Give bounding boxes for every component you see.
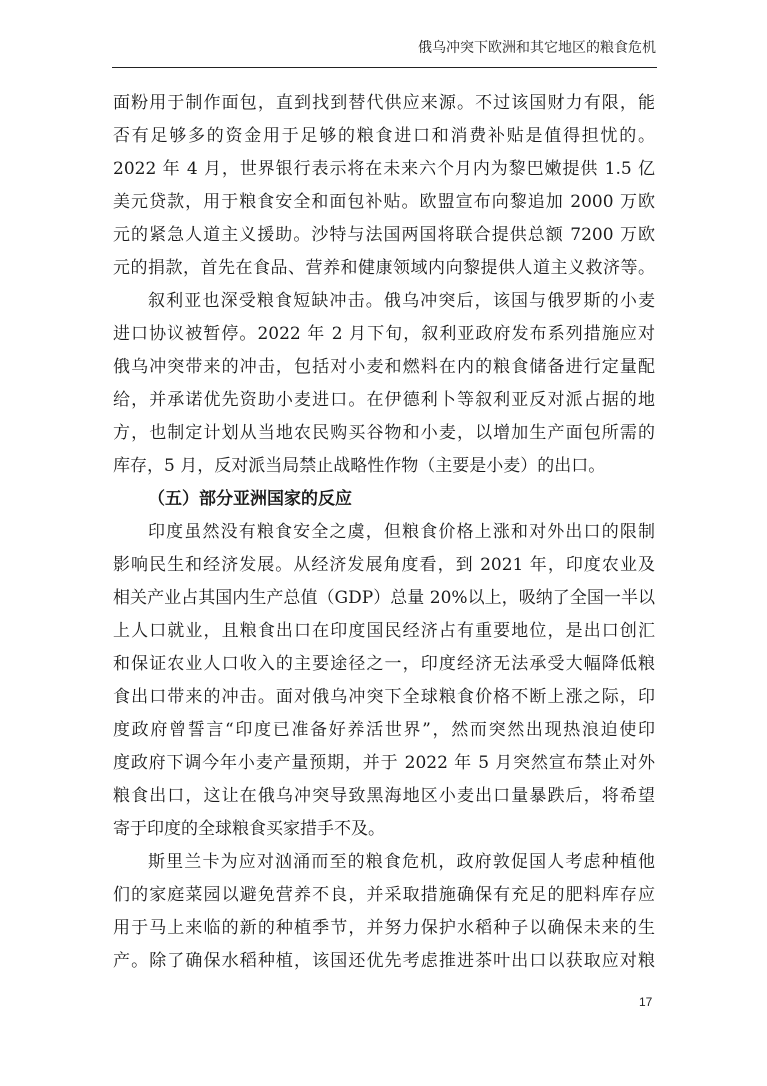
text-line: 用于马上来临的新的种植季节，并努力保护水稻种子以确保未来的生 — [113, 918, 655, 938]
running-header: 俄乌冲突下欧洲和其它地区的粮食危机 — [418, 40, 656, 56]
text-line: 元的捐款，首先在食品、营养和健康领域内向黎提供人道主义救济等。 — [113, 258, 655, 278]
text-line: 相关产业占其国内生产总值（GDP）总量 20%以上，吸纳了全国一半以 — [113, 588, 655, 608]
text-line: 俄乌冲突带来的冲击，包括对小麦和燃料在内的粮食储备进行定量配 — [113, 357, 655, 377]
text-line: 印度虽然没有粮食安全之虞，但粮食价格上涨和对外出口的限制 — [148, 522, 655, 542]
text-line: 上人口就业，且粮食出口在印度国民经济占有重要地位，是出口创汇 — [113, 621, 655, 641]
text-line: 方，也制定计划从当地农民购买谷物和小麦，以增加生产面包所需的 — [113, 423, 655, 443]
text-line: 美元贷款，用于粮食安全和面包补贴。欧盟宣布向黎追加 2000 万欧 — [113, 192, 655, 212]
text-line: 元的紧急人道主义援助。沙特与法国两国将联合提供总额 7200 万欧 — [113, 225, 655, 245]
text-line: 给，并承诺优先资助小麦进口。在伊德利卜等叙利亚反对派占据的地 — [113, 390, 655, 410]
paragraph-4 — [113, 846, 655, 978]
text-line: 2022 年 4 月，世界银行表示将在未来六个月内为黎巴嫩提供 1.5 亿 — [113, 159, 655, 179]
text-line: 寄于印度的全球粮食买家措手不及。 — [113, 819, 385, 839]
paragraph-3 — [113, 516, 655, 846]
text-line: 叙利亚也深受粮食短缺冲击。俄乌冲突后，该国与俄罗斯的小麦 — [148, 291, 655, 311]
text-line: 影响民生和经济发展。从经济发展角度看，到 2021 年，印度农业及 — [113, 555, 655, 575]
text-line: 和保证农业人口收入的主要途径之一，印度经济无法承受大幅降低粮 — [113, 654, 655, 674]
text-line: 产。除了确保水稻种植，该国还优先考虑推进茶叶出口以获取应对粮 — [113, 951, 655, 971]
body-text — [113, 87, 655, 978]
text-line: 进口协议被暂停。2022 年 2 月下旬，叙利亚政府发布系列措施应对 — [113, 324, 655, 344]
paragraph-2 — [113, 285, 655, 483]
text-line: 食出口带来的冲击。面对俄乌冲突下全球粮食价格不断上涨之际，印 — [113, 687, 655, 707]
header-rule — [112, 67, 657, 68]
text-line: 否有足够多的资金用于足够的粮食进口和消费补贴是值得担忧的。 — [113, 126, 655, 146]
section-heading: （五）部分亚洲国家的反应 — [148, 489, 352, 509]
text-line: 度政府曾誓言“印度已准备好养活世界”，然而突然出现热浪迫使印 — [113, 720, 655, 740]
text-line: 斯里兰卡为应对汹涌而至的粮食危机，政府敦促国人考虑种植他 — [148, 852, 655, 872]
page-number: 17 — [639, 995, 653, 1009]
text-line: 度政府下调今年小麦产量预期，并于 2022 年 5 月突然宣布禁止对外 — [113, 753, 655, 773]
text-line: 面粉用于制作面包，直到找到替代供应来源。不过该国财力有限，能 — [113, 93, 655, 113]
text-line: 库存，5 月，反对派当局禁止战略性作物（主要是小麦）的出口。 — [113, 456, 606, 476]
text-line: 们的家庭菜园以避免营养不良，并采取措施确保有充足的肥料库存应 — [113, 885, 655, 905]
paragraph-1 — [113, 87, 655, 285]
text-line: 粮食出口，这让在俄乌冲突导致黑海地区小麦出口量暴跌后，将希望 — [113, 786, 655, 806]
